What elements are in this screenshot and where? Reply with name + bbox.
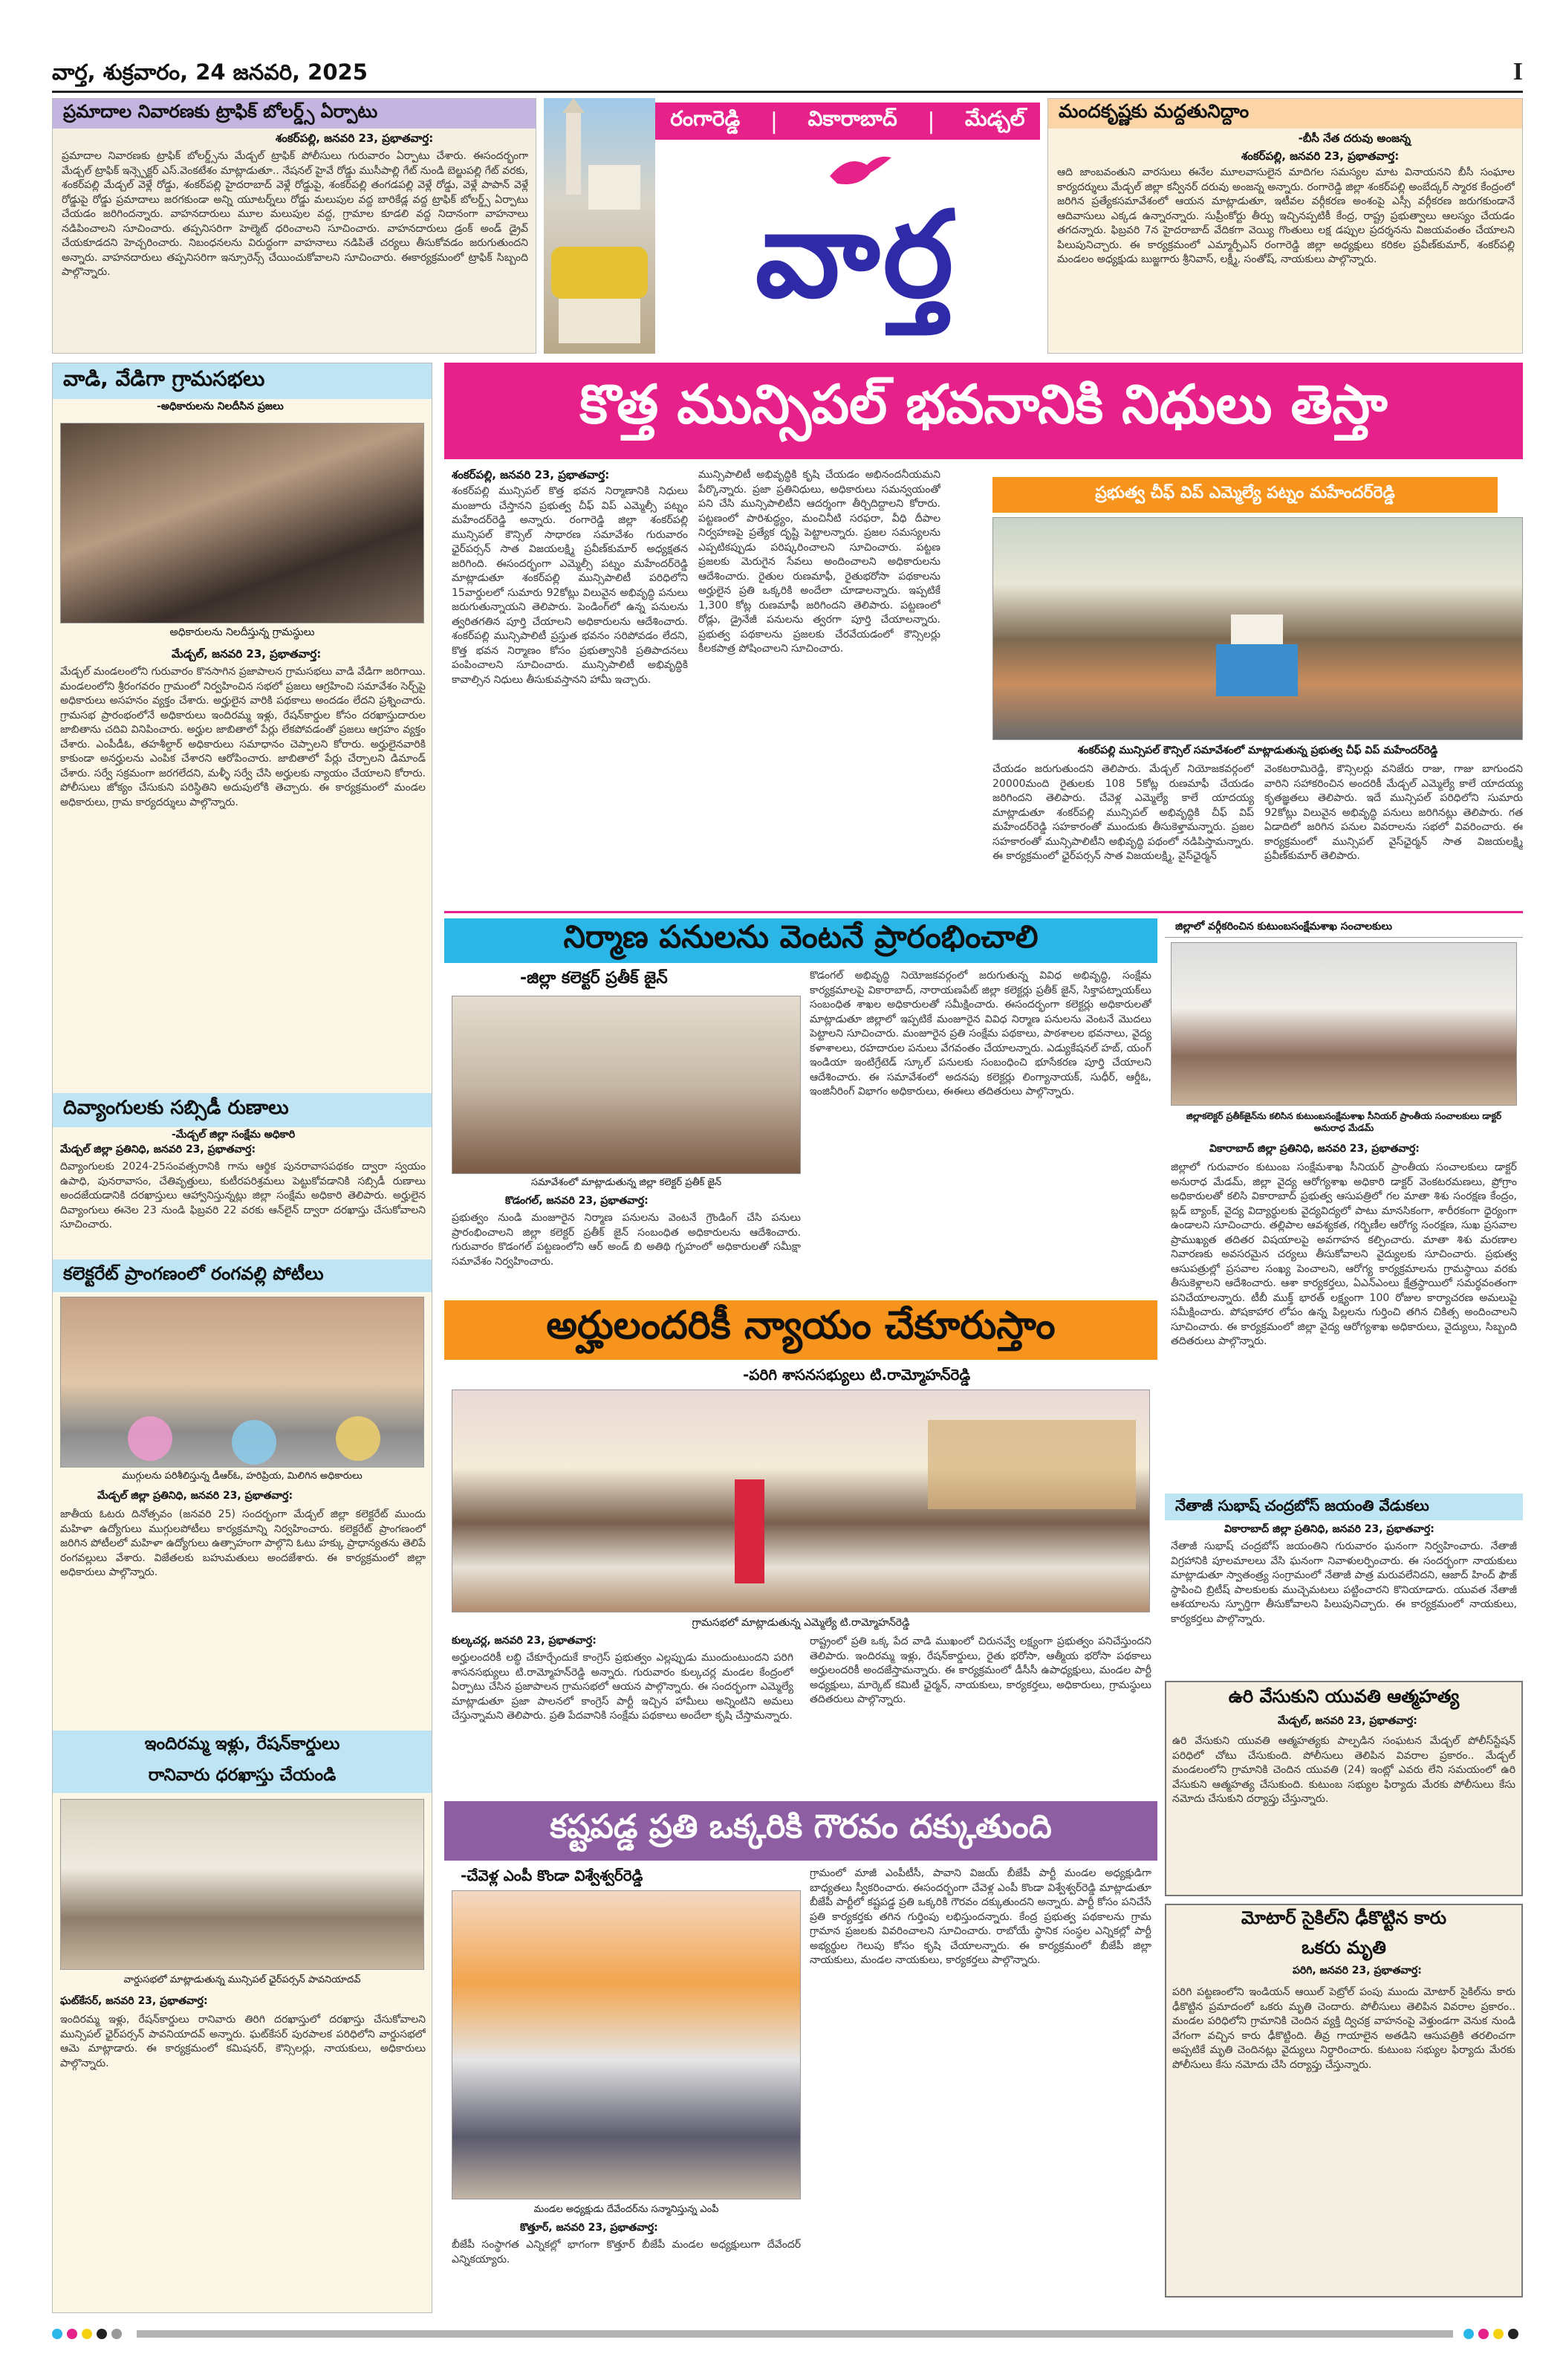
justice-subhead: -పరిగి శాసనసభ్యులు టి.రామ్మోహన్‌రెడ్డి (743, 1366, 971, 1384)
bjp-body-left: బీజేపీ సంస్థాగత ఎన్నికల్లో భాగంగా కొత్తూర్ బీజేపీ మండల అధ్యక్షులుగా దేవేందర్ ఎన్నికయ్యారు. (452, 2239, 801, 2266)
rangoli-photo (60, 1297, 424, 1468)
collector-subhead: -జిల్లా కలెక్టర్ ప్రతీక్ జైన్ (520, 969, 668, 988)
lead-subhead (992, 477, 1498, 513)
article-body: దివ్యాంగులకు 2024-25సంవత్సరానికి గాను ఆర్థిక పునరావాసపథకం ద్వారా స్వయం ఉపాధి, పునరావాసం, చేతివృత్తులు, కుటీరపరిశ్రమలు పెట్టుకోవడానికి సబ్సిడీ రుణాలు అందజేయడానికి దరఖాస్తులు ఆహ్వానిస్తున్నట్లు జిల్లా సంక్షేమ అధికారి తెలిపారు. అర్హులైన దివ్యాంగులు ఈనెల 23 నుండి ఫిబ్రవరి 22 వరకు ఆన్‌లైన్ ద్వారా దరఖాస్తు చేసుకోవాలని సూచించారు. (60, 1161, 426, 1230)
yellow-dot (82, 2329, 92, 2339)
top-right-article (1047, 98, 1523, 354)
dateline: మేడ్చల్, జనవరి 23, ప్రభాతవార్త: (172, 647, 322, 661)
photo-caption: ముగ్గులను పరిశీలిస్తున్న డీఆర్‌ఓ, హరిప్రియ, మిలిగిన అధికారులు (122, 1471, 363, 1482)
photo-caption: అధికారులను నిలదీస్తున్న గ్రామస్థులు (169, 626, 315, 638)
lead-subhead-text: ప్రభుత్వ చీఫ్ విప్ ఎమ్మెల్యే పట్నం మహేందర్‌రెడ్డి (1095, 484, 1395, 502)
district-vikarabad: వికారాబాద్ (808, 106, 897, 131)
header-date: వార్త, శుక్రవారం, 24 జనవరి, 2025 (52, 59, 368, 85)
welfare-dateline: వికారాబాద్ జిల్లా ప్రతినిధి, జనవరి 23, ప్రభాతవార్త: (1209, 1143, 1420, 1155)
bjp-subhead: -చేవెళ్ల ఎంపీ కొండా విశ్వేశ్వర్‌రెడ్డి (461, 1867, 643, 1884)
collector-photo (452, 996, 801, 1174)
accident-article (1165, 1904, 1523, 2298)
council-illustration (993, 518, 1523, 740)
article-body: ఆది జాంబవంతుని వారసులు ఈనేల మూలవాసులైన మాదిగల సమస్యల మాట వినాయనని బీసీ సంఘాల కార్యదర్శులు మేడ్చల్ జిల్లా కన్వీనర్ దరువు అంజన్న అన్నారు. రంగారెడ్డి జిల్లా శంకర్‌పల్లి అంబేద్కర్ స్మారక కేంద్రంలో జరిగిన ప్రత్యేకసమావేశంలో ఆయన మాట్లాడుతూ, ఇటీవల వర్గీకరణ అంశంపై ఎస్సీ వర్గీకరణ జరుగకుండానే ఆదివాసులు ఎక్కడ ఉన్నారన్నారు. సుప్రీంకోర్టు తీర్పు ఇచ్చినప్పటికీ కేంద్ర, రాష్ట్ర ప్రభుత్వాలు ఆలస్యం చేయడం తగదన్నారు. ఫిబ్రవరి 7న హైదరాబాద్ వేదికగా వెయ్యి గొంతులు లక్ష డప్పుల ప్రదర్శనను విజయవంతం చేయాలని పిలుపునిచ్చారు. ఈ కార్యక్రమంలో ఎమ్మార్పీఎస్ రంగారెడ్డి జిల్లా అధ్యక్షులు కరికల ప్రవీణ్‌కుమార్, శంకర్‌పల్లి మండలం అధ్యక్షుడు బుజ్జగారు శ్రీనివాస్, లక్ష్మీ, సంతోష్, నాయకులు పాల్గొన్నారు. (1057, 166, 1515, 265)
district-banner (655, 103, 1040, 140)
lead-col-1: శంకర్‌పల్లి మున్సిపల్ కొత్త భవన నిర్మాణానికి నిధులు మంజూరు చేస్తానని ప్రభుత్వ చీఫ్ విప్ ఎమ్మెల్సీ పట్నం మహేందర్‌రెడ్డి అన్నారు. రంగారెడ్డి జిల్లా శంకర్‌పల్లి మున్సిపల్ కౌన్సిల్ సాధారణ సమావేశం గురువారం ఛైర్‌పర్సన్ సాత విజయలక్ష్మి ప్రవీణ్‌కుమార్ అధ్యక్షతన జరిగింది. ఈసందర్భంగా ఎమ్మెల్సీ పట్నం మహేందర్‌రెడ్డి మాట్లాడుతూ శంకర్‌పల్లి మున్సిపాలిటీ పరిధిలోని 15వార్డులలో సుమారు 92కోట్లు విలువైన అభివృద్ధి పనులు జరుగుతున్నాయని తెలిపారు. పెండింగ్‌లో ఉన్న పనులను త్వరితగతిన పూర్తి చేయాలని అధికారులను ఆదేశించారు. శంకర్‌పల్లి మున్సిపాలిటీ ప్రస్తుత భవనం సరిపోవడం లేదని, కొత్త భవన నిర్మాణం కోసం ప్రభుత్వానికి ప్రతిపాదనలు పంపించాలని సూచించారు. మున్సిపాలిటీ అభివృద్ధికి కావాల్సిన నిధులు తీసుకువస్తానని హామీ ఇచ్చారు. (452, 485, 688, 686)
dateline: ఘట్‌కేసర్, జనవరి 23, ప్రభాతవార్త: (60, 1995, 208, 2007)
temple-photo (544, 98, 655, 354)
accident-dateline: పరిగి, జనవరి 23, ప్రభాతవార్త: (1293, 1965, 1422, 1977)
page-number: I (1512, 58, 1523, 85)
article-body: మేడ్చల్ మండలంలోని గురువారం కొనసాగిన ప్రజాపాలన గ్రామసభలు వాడి వేడిగా జరిగాయి. మండలంలోని శ్రీరంగవరం గ్రామంలో నిర్వహించిన సభలో ప్రజలు ఆగ్రహించి సమావేశం సెర్చ్‌పై అధికారులు అసహనం వ్యక్తం చేశారు. అర్హులైన వారికి పథకాలు అందడం లేదని ప్రశ్నించారు. గ్రామసభ ప్రారంభంలోనే అధికారులు ఇందిరమ్మ ఇళ్లు, రేషన్‌కార్డుల కోసం దరఖాస్తుదారుల జాబితాను చదివి వినిపించారు. అర్హుల జాబితాలో పేర్లు లేకపోవడంతో ప్రజలు ఆగ్రహం వ్యక్తం చేశారు. ఎంపీడీఓ, తహశీల్దార్ అధికారులు సమాధానం చెప్పాలని కోరారు. అర్హులైనవారికి కాకుండా అనర్హులను ఎంపిక చేశారని ఆరోపించారు. జాబితాలో పేర్లు చేర్చాలని డిమాండ్ చేశారు. సర్వే సక్రమంగా జరగలేదని, మళ్ళీ సర్వే చేసి అర్హులకు న్యాయం చేయాలని కోరారు. పోలీసులు జోక్యం చేసుకుని పరిస్థితిని అదుపులోకి తెచ్చారు. ఈ కార్యక్రమంలో మండల అధికారులు, గ్రామ కార్యదర్శులు పాల్గొన్నారు. (60, 666, 426, 808)
accident-headline-2: ఒకరు మృతి (1302, 1937, 1386, 1958)
grey-dot (111, 2329, 122, 2339)
district-rangareddy: రంగారెడ్డి (670, 106, 741, 131)
collector-body-left: ప్రభుత్వం నుండి మంజూరైన నిర్మాణ పనులను వెంటనే గ్రౌండింగ్ చేసి పనులు ప్రారంభించాలని జిల్లా కలెక్టర్ ప్రతీక్ జైన్ సంబంధిత అధికారులను ఆదేశించారు. గురువారం కొడంగల్ పట్టణంలోని ఆర్ అండ్ బి అతిథి గృహంలో అధికారులతో సమీక్షా సమావేశం నిర్వహించారు. (452, 1212, 801, 1268)
top-left-article (52, 98, 536, 354)
netaji-headline: నేతాజీ సుభాష్ చంద్రబోస్ జయంతి వేడుకలు (1165, 1494, 1523, 1520)
collector-headline (444, 918, 1157, 963)
lead-headline-text: కొత్త మున్సిపల్ భవనానికి నిధులు తెస్తా (579, 373, 1388, 435)
suicide-article (1165, 1681, 1523, 1896)
welfare-photo (1171, 942, 1517, 1106)
section-rule (444, 911, 1523, 913)
photo-caption: వార్డుసభలో మాట్లాడుతున్న మున్సిపల్ ఛైర్‌పర్సన్ పావనియాదవ్ (123, 1974, 361, 1985)
council-photo (992, 517, 1523, 740)
article-body: ఇందిరమ్మ ఇళ్లు, రేషన్‌కార్డులు రానివారు తిరిగి దరఖాస్తులో దరఖాస్తు చేసుకోవాలని మున్సిపల్ ఛైర్‌పర్సన్ పావనియాదవ్ అన్నారు. ఘట్‌కేసర్ పురపాలక పరిధిలోని వార్డుసభలో ఆమె మాట్లాడారు. ఈ కార్యక్రమంలో కమిషనర్, కౌన్సిలర్లు, నాయకులు, అధికారులు పాల్గొన్నారు. (60, 2014, 426, 2069)
accident-headline: మోటార్ సైకిల్‌ని ఢీకొట్టిన కారు (1241, 1907, 1447, 1928)
subhead: -బీసీ నేత దరువు అంజన్న (1298, 132, 1411, 145)
bjp-caption: మండల అధ్యక్షుడు దేవేందర్‌ను సన్మానిస్తున్న ఎంపీ (533, 2204, 719, 2215)
justice-photo (452, 1390, 1150, 1612)
justice-caption: గ్రామసభలో మాట్లాడుతున్న ఎమ్మెల్యే టి.రామ్మోహన్‌రెడ్డి (692, 1617, 910, 1629)
lead-col-3: చేయడం జరుగుతుందని తెలిపారు. మేడ్చల్ నియోజకవర్గంలో 20000మంది రైతులకు 108 5కోట్ల రుణమాఫీ చేయడం జరిగిందని తెలిపారు. చేవెళ్ల ఎమ్మెల్యే కాలే యాదయ్య మాట్లాడుతూ శంకర్‌పల్లి మున్సిపల్ అభివృద్ధికి చీఫ్ విప్ మహేందర్‌రెడ్డి సహకారంతో ముందుకు తీసుకెళ్తామన్నారు. ప్రజల సహకారంతో మున్సిపాలిటీని అభివృద్ధి పథంలో నడిపిస్తామన్నారు. ఈ కార్యక్రమంలో ఛైర్‌పర్సన్ సాత విజయలక్ష్మి, వైస్‌ఛైర్మన్ (992, 763, 1254, 862)
registration-marks (52, 2326, 1523, 2342)
lead-caption: శంకర్‌పల్లి మున్సిపల్ కౌన్సిల్ సమావేశంలో మాట్లాడుతున్న ప్రభుత్వ చీఫ్ విప్ మహేందర్‌రెడ్డి (1077, 745, 1438, 756)
collector-headline-text: నిర్మాణ పనులను వెంటనే ప్రారంభించాలి (563, 918, 1039, 955)
bjp-headline (444, 1801, 1157, 1861)
headline: మందకృష్ణకు మద్దతునిద్దాం (1048, 99, 1522, 129)
rangoli-illustration (61, 1297, 424, 1468)
article-body: జాతీయ ఓటరు దినోత్సవం (జనవరి 25) సందర్భంగా మేడ్చల్ జిల్లా కలెక్టరేట్ ముందు మహిళా ఉద్యోగులు ముగ్గులపోటీలు కార్యక్రమాన్ని నిర్వహించారు. కలెక్టరేట్ ప్రాంగణంలో జరిగిన పోటీలలో మహిళా ఉద్యోగులు ఉత్సాహంగా పాల్గొని ఓటు హక్కు ప్రాధాన్యతను తెలిపే రంగవల్లులు వేశారు. విజేతలకు బహుమతులు అందజేశారు. ఈ కార్యక్రమంలో జిల్లా అధికారులు పాల్గొన్నారు. (60, 1508, 426, 1578)
header-rule (52, 91, 1523, 93)
yellow-dot (1493, 2329, 1504, 2339)
divider: | (927, 108, 935, 134)
welfare-caption: జిల్లాకలెక్టర్ ప్రతీక్‌జైన్‌ను కలిసిన కుటుంబసంక్షేమశాఖ సీనియర్ ప్రాంతీయ సంచాలకులు డాక్టర్ అనురాధ మేడమ్ (1186, 1111, 1502, 1133)
suicide-body: ఉరి వేసుకుని యువతి ఆత్మహత్యకు పాల్పడిన సంఘటన మేడ్చల్ పోలీస్‌స్టేషన్ పరిధిలో చోటు చేసుకుంది. పోలీసులు తెలిపిన వివరాల ప్రకారం.. మేడ్చల్ మండలంలోని గ్రామానికి చెందిన యువతి (24) ఇంట్లో ఎవరు లేని సమయంలో ఉరి వేసుకుని ఆత్మహత్య చేసుకుంది. కుటుంబ సభ్యుల ఫిర్యాదు మేరకు పోలీసులు కేసు నమోదు చేసుకుని దర్యాప్తు చేస్తున్నారు. (1172, 1735, 1515, 1805)
magenta-dot (67, 2329, 77, 2339)
suicide-headline: ఉరి వేసుకుని యువతి ఆత్మహత్య (1228, 1686, 1460, 1707)
justice-body-left: అర్హులందరికీ లబ్ధి చేకూర్చేందుకే కాంగ్రెస్ ప్రభుత్వం ఎల్లప్పుడు ముందుంటుందని పరిగి శాసనసభ్యులు టి.రామ్మోహన్‌రెడ్డి అన్నారు. గురువారం కుల్కచర్ల మండల కేంద్రంలో ఏర్పాటు చేసిన ప్రజాపాలన గ్రామసభలో ఆయన పాల్గొన్నారు. ఈ సందర్భంగా ఎమ్మెల్యే మాట్లాడుతూ ప్రజా పాలనలో కాంగ్రెస్ పార్టీ ఇచ్చిన హామీలు అన్నింటిని అమలు చేస్తున్నామని తెలిపారు. ప్రతి పేదవానికి సంక్షేమ పథకాలు అందేలా కృషి చేస్తామన్నారు. (452, 1652, 793, 1722)
collector-caption: సమావేశంలో మాట్లాడుతున్న జిల్లా కలెక్టర్ ప్రతీక్ జైన్ (530, 1177, 722, 1188)
justice-headline (444, 1300, 1157, 1360)
article-body: ప్రమాదాల నివారణకు ట్రాఫిక్ బోలర్డ్స్‌ను మేడ్చల్ ట్రాఫిక్ పోలీసులు గురువారం ఏర్పాటు చేశారు. ఈసందర్భంగా మేడ్చల్ ట్రాఫిక్ ఇన్స్పెక్టర్ ఎస్.వెంకటేశం మాట్లాడుతూ.. నేషనల్ హైవే రోడ్డు ముసీపాల్లి గేట్ నుండి బెల్జుపల్లి గేట్ వరకు, శంకర్‌పల్లి మేడ్చల్ వెళ్లే రోడ్డు, శంకర్‌పల్లి హైదరాబాద్ వెళ్లే రోడ్డుపై, శంకర్‌పల్లి తంగడపల్లి వెళ్లే రోడ్డు, వెళ్లే పాపాన్ వెళ్లే రోడ్డుపై రోడ్డు ప్రమాదాలు జరగకుండా అన్ని యూటర్న్‌లు రోడ్డు మలుపుల వద్ద బారికేడ్ల వద్ద ట్రాఫిక్ బోలర్డ్స్ ఏర్పాటు చేయడం జరిగిందన్నారు. వాహనదారులు మూల మలుపుల వద్ద, గ్రామాల కూడలి వద్ద నిదానంగా వాహనాలు నడిపించాలని సూచించారు. తప్పనిసరిగా హెల్మెట్ ధరించాలని సూచించారు. వాహనదారులు డ్రంక్ అండ్ డ్రైవ్ చేయకూడదని హెచ్చరించారు. నిబంధనలను విరుద్ధంగా వాహనాలు నడిపితే చర్యలు తీసుకోవడం జరుగుతుందని అన్నారు. వాహనదారులు తప్పనిసరిగా ఇన్సూరెన్స్ చేయించుకోవాలని సూచించారు. ఈకార్యక్రమంలో ట్రాఫిక్ సిబ్బంది పాల్గొన్నారు. (62, 150, 528, 278)
left-column (52, 363, 432, 2313)
logo: వార్త (755, 185, 957, 324)
rangoli-headline: కలెక్టరేట్ ప్రాంగణంలో రంగవల్లి పోటీలు (53, 1259, 432, 1292)
cyan-dot (52, 2329, 62, 2339)
dateline: మేడ్చల్ జిల్లా ప్రతినిధి, జనవరి 23, ప్రభాతవార్త: (60, 1144, 256, 1155)
ward-sabha-photo (60, 1799, 424, 1970)
justice-illustration (452, 1390, 1150, 1612)
page-header (52, 58, 1523, 88)
netaji-dateline: వికారాబాద్ జిల్లా ప్రతినిధి, జనవరి 23, ప్రభాతవార్త: (1224, 1523, 1434, 1535)
collector-dateline: కొడంగల్, జనవరి 23, ప్రభాతవార్త: (505, 1195, 649, 1207)
indiramma-headline-2: రానివారు ధరఖాస్తు చేయండి (53, 1762, 432, 1793)
black-dot (97, 2329, 107, 2339)
cyan-dot (1463, 2329, 1474, 2339)
justice-body-right: రాష్ట్రంలో ప్రతి ఒక్క పేద వాడి ముఖంలో చిరునవ్వే లక్ష్యంగా ప్రభుత్వం పనిచేస్తుందని తెలిపారు. ఇందిరమ్మ ఇళ్లు, రేషన్‌కార్డులు, రైతు భరోసా, ఆత్మీయ భరోసా పథకాలు అర్హులందరికీ అందజేస్తామన్నారు. ఈ కార్యక్రమంలో డీసీసీ ఉపాధ్యక్షులు, మండల పార్టీ అధ్యక్షులు, మార్కెట్ కమిటీ ఛైర్మన్, నాయకులు, కార్యకర్తలు, అధికారులు, గ్రామస్థులు తదితరులు పాల్గొన్నారు. (810, 1635, 1151, 1705)
welfare-headline: జిల్లాలో వర్గీకరించిన కుటుంబసంక్షేమశాఖ సంచాలకులు (1165, 918, 1523, 938)
lead-dateline: శంకర్‌పల్లి, జనవరి 23, ప్రభాతవార్త: (452, 468, 610, 481)
dove-icon (826, 150, 893, 195)
lead-col-4: వెంకటరామిరెడ్డి, కౌన్సిలర్లు వనిజేరు రాజు, గాజు బాగుందని వారిని సహాకరించిన అందరికీ మేడ్చల్ ఎమ్మెల్యే కాలే యాదయ్య కృతజ్ఞతలు తెలిపారు. ఇదే మున్సిపల్ పరిధిలోని సుమారు 92కోట్లు విలువైన అభివృద్ధి పనులు జరిగినట్లు తెలిపారు. గత ఏడాదిలో జరిగిన పనుల వివరాలను సభలో వివరించారు. ఈ కార్యక్రమంలో మున్సిపల్ వైస్‌ఛైర్మన్ సాత విజయలక్ష్మి ప్రవీణ్‌కుమార్ తెలిపారు. (1264, 763, 1523, 862)
headline: ప్రమాదాల నివారణకు ట్రాఫిక్ బోలర్డ్స్ ఏర్పాటు (53, 99, 536, 129)
justice-dateline: కుల్కచర్ల, జనవరి 23, ప్రభాతవార్త: (452, 1635, 597, 1647)
divider: | (770, 108, 778, 134)
bjp-photo (452, 1890, 801, 2199)
subhead: -అధికారులను నిలదీసిన ప్రజలు (157, 401, 284, 412)
indiramma-headline: ఇందిరమ్మ ఇళ్లు, రేషన్‌కార్డులు (53, 1731, 432, 1762)
subhead: -మేడ్చల్ జిల్లా సంక్షేమ అధికారి (172, 1129, 296, 1141)
lead-col-2: మున్సిపాలిటీ అభివృద్ధికి కృషి చేయడం అభినందనీయమని పేర్కొన్నారు. ప్రజా ప్రతినిధులు, అధికారులు సమన్వయంతో పని చేసి మున్సిపాలిటీని ఆదర్శంగా తీర్చిదిద్దాలని కోరారు. పట్టణంలో పారిశుద్ధ్యం, మంచినీటి సరఫరా, వీధి దీపాల నిర్వహణపై ప్రత్యేక దృష్టి పెట్టాలన్నారు. ప్రజల సమస్యలను ఎప్పటికప్పుడు పరిష్కరించాలని సూచించారు. పట్టణ ప్రజలకు మెరుగైన సేవలు అందించాలని అధికారులను ఆదేశించారు. రైతుల రుణమాఫీ, రైతుభరోసా పథకాలను అర్హులైన ప్రతి ఒక్కరికి అందేలా చూడాలన్నారు. ఇప్పటికే 1,300 కోట్ల రుణమాఫీ జరిగిందని తెలిపారు. పట్టణంలో రోడ్లు, డ్రైనేజీ పనులను త్వరగా పూర్తి చేయాలన్నారు. ప్రభుత్వ పథకాలను ప్రజలకు చేరవేయడంలో కౌన్సిలర్లు కీలకపాత్ర పోషించాలని సూచించారు. (698, 469, 940, 655)
welfare-article (1165, 918, 1523, 1672)
village-sabha-photo (60, 423, 424, 623)
magenta-dot (1478, 2329, 1489, 2339)
footer-rule (137, 2330, 1453, 2338)
bjp-dateline: కొత్తూర్, జనవరి 23, ప్రభాతవార్త: (520, 2222, 658, 2234)
dateline: శంకర్‌పల్లి, జనవరి 23, ప్రభాతవార్త: (1241, 149, 1400, 163)
lead-headline (444, 363, 1523, 459)
bjp-body-right: గ్రామంలో మాజీ ఎంపీటీసీ, పావాని విజయ్ బీజేపీ పార్టీ మండల అధ్యక్షుడిగా బాధ్యతలు స్వీకరించారు. ఈసందర్భంగా చేవెళ్ల ఎంపీ కొండా విశ్వేశ్వర్‌రెడ్డి మాట్లాడుతూ బీజేపీ పార్టీలో కష్టపడ్డ ప్రతి ఒక్కరికి గౌరవం దక్కుతుందని అన్నారు. పార్టీ కోసం పనిచేసే ప్రతి కార్యకర్తకు తగిన గుర్తింపు లభిస్తుందన్నారు. కేంద్ర ప్రభుత్వ పథకాలను గ్రామ గ్రామాన ప్రజలకు వివరించాలని సూచించారు. రాబోయే స్థానిక సంస్థల ఎన్నికల్లో పార్టీ అభ్యర్థుల గెలుపు కోసం కృషి చేయాలన్నారు. ఈ కార్యక్రమంలో బీజేపీ జిల్లా నాయకులు, మండల నాయకులు, కార్యకర్తలు పాల్గొన్నారు. (810, 1867, 1151, 1966)
justice-headline-text: అర్హులందరికీ న్యాయం చేకూరుస్తాం (546, 1303, 1056, 1348)
bjp-headline-text: కష్టపడ్డ ప్రతి ఒక్కరికి గౌరవం దక్కుతుంది (550, 1808, 1052, 1846)
collector-body-right: కొడంగల్ అభివృద్ధి నియోజకవర్గంలో జరుగుతున్న వివిధ అభివృద్ధి, సంక్షేమ కార్యక్రమాలపై వికారాబాద్, నారాయణపేట్ జిల్లా కలెక్టర్లు ప్రతీక్ జైన్, సిక్తాపట్నాయక్‌లు సంబంధిత శాఖల అధికారులతో సమీక్షించారు. ఈసందర్భంగా కలెక్టర్లు అధికారులతో మాట్లాడుతూ జిల్లాలో ఇప్పటికే మంజూరైన వివిధ నిర్మాణ పనులను వెంటనే మొదలు పెట్టాలని సూచించారు. మంజూరైన ప్రతి సంక్షేమ పథకాలు, పాఠశాలల భవనాలు, వైద్య కళాశాలలు, రహదారుల పనులు వేగవంతం చేయాలన్నారు. ఎడ్యుకేషనల్ హబ్, యంగ్ ఇండియా ఇంటిగ్రేటెడ్ స్కూల్ పనులకు సంబంధించి భూసేకరణ పూర్తి చేయాలని ఆదేశించారు. ఈ సమావేశంలో అదనపు కలెక్టర్లు లింగ్యానాయక్, సుధీర్, ఆర్డీఓ, ఇంజినీరింగ్ విభాగం అధికారులు, ఈఈలు తదితరులు పాల్గొన్నారు. (810, 970, 1151, 1097)
masthead (544, 98, 1040, 354)
temple-illustration (544, 98, 655, 354)
dateline: మేడ్చల్ జిల్లా ప్రతినిధి, జనవరి 23, ప్రభాతవార్త: (97, 1490, 293, 1502)
divyang-headline: దివ్యాంగులకు సబ్సిడీ రుణాలు (53, 1093, 432, 1127)
accident-body: పరిగి పట్టణంలోని ఇండియన్ ఆయిల్ పెట్రోల్ పంపు ముందు మోటార్ సైకిల్‌ను కారు ఢీకొట్టిన ప్రమాదంలో ఒకరు మృతి చెందారు. పోలీసులు తెలిపిన వివరాల ప్రకారం.. మండల పరిధిలోని గ్రామానికి చెందిన వ్యక్తి ద్విచక్ర వాహనంపై వెళ్తుండగా వెనుక నుండి వేగంగా వచ్చిన కారు ఢీకొట్టింది. తీవ్ర గాయాలైన అతడిని ఆసుపత్రికి తరలించగా అప్పటికే మృతి చెందినట్లు వైద్యులు నిర్ధారించారు. కుటుంబ సభ్యుల ఫిర్యాదు మేరకు పోలీసులు కేసు నమోదు చేసి దర్యాప్తు చేస్తున్నారు. (1172, 1986, 1515, 2071)
village-sabha-headline: వాడి, వేడిగా గ్రామసభలు (53, 363, 432, 399)
dateline: శంకర్‌పల్లి, జనవరి 23, ప్రభాతవార్త: (276, 132, 434, 145)
welfare-body: జిల్లాలో గురువారం కుటుంబ సంక్షేమశాఖ సీనియర్ ప్రాంతీయ సంచాలకులు డాక్టర్ అనురాధ మేడమ్, జిల్లా వైద్య ఆరోగ్యశాఖ అధికారి డాక్టర్ వెంకటరమణలు, ప్రోగ్రాం అధికారులతో కలిసి వికారాబాద్ ప్రభుత్వ ఆసుపత్రిలో గల మాతా శిశు సంరక్షణ కేంద్రం, బ్లడ్ బ్యాంక్, వైద్య విద్యార్థులకు వైద్యవిద్యలో పాటు మానసికంగా, శారీరకంగా ధైర్యంగా ఉండాలని సూచించారు. తల్లిపాల ఆవశ్యకత, గర్భిణీల ఆరోగ్య సంరక్షణ, సుఖ ప్రసవాల ప్రాముఖ్యత తదితర విషయాలపై అవగాహన కల్పించారు. మాతా శిశు మరణాల నివారణకు అవసరమైన చర్యలు తీసుకోవాలని వైద్యులకు సూచించారు. ప్రభుత్వ ఆసుపత్రుల్లో ప్రసవాల సంఖ్య పెంచాలని, ఆరోగ్య కార్యక్రమాలను గ్రామస్థాయి వరకు తీసుకెళ్లాలని ఆదేశించారు. ఆశా కార్యకర్తలు, ఏఎన్ఎంలు క్షేత్రస్థాయిలో సమర్థవంతంగా పనిచేయాలన్నారు. టీబీ ముక్త్ భారత్ లక్ష్యంగా 100 రోజుల కార్యాచరణ అమలుపై సమీక్షించారు. పోషకాహార లోపం ఉన్న పిల్లలను గుర్తించి తగిన చికిత్స అందించాలని సూచించారు. ఈ కార్యక్రమంలో జిల్లా వైద్య ఆరోగ్యశాఖ అధికారులు, వైద్యులు, సిబ్బంది తదితరులు పాల్గొన్నారు. (1171, 1161, 1517, 1347)
suicide-dateline: మేడ్చల్, జనవరి 23, ప్రభాతవార్త: (1278, 1715, 1417, 1727)
netaji-body: నేతాజీ సుభాష్ చంద్రబోస్ జయంతిని గురువారం ఘనంగా నిర్వహించారు. నేతాజీ విగ్రహానికి పూలమాలలు వేసి ఘనంగా నివాళులర్పించారు. ఈ సందర్భంగా నాయకులు మాట్లాడుతూ స్వాతంత్ర్య సంగ్రామంలో నేతాజీ పాత్ర మరువలేనిదని, ఆజాద్ హింద్ ఫౌజ్ స్థాపించి బ్రిటీష్ పాలకులకు ముచ్చెమటలు పట్టించారని కొనియాడారు. యువత నేతాజీ ఆశయాలను స్ఫూర్తిగా తీసుకోవాలని పిలుపునిచ్చారు. ఈ కార్యక్రమంలో నాయకులు, కార్యకర్తలు పాల్గొన్నారు. (1171, 1540, 1517, 1625)
black-dot (1508, 2329, 1518, 2339)
district-medchal: మేడ్చల్ (965, 106, 1025, 131)
